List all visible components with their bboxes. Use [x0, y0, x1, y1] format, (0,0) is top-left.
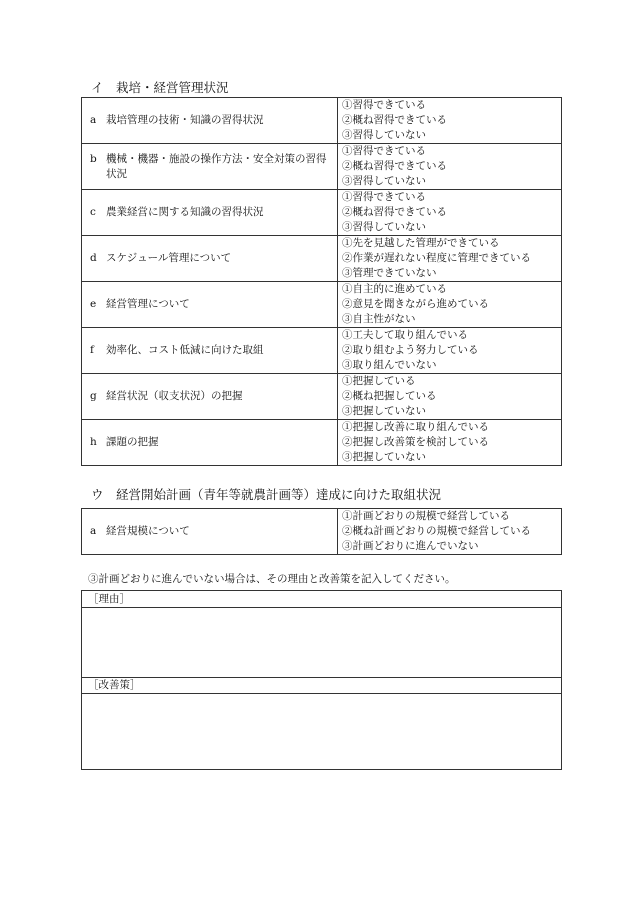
options-cell [338, 509, 562, 555]
option-choice[interactable]: ①把握し改善に取り組んでいる [342, 421, 489, 433]
table-row [82, 328, 562, 374]
options-cell [338, 328, 562, 374]
table-row [82, 282, 562, 328]
option-choice[interactable]: ③自主性がない [342, 313, 416, 325]
option-choice[interactable]: ②作業が遅れない程度に管理できている [342, 252, 531, 264]
option-choice[interactable]: ③計画どおりに進んでいない [342, 540, 479, 552]
table-row [82, 374, 562, 420]
option-choice[interactable]: ③習得していない [342, 175, 426, 187]
section-u-title: ウ 経営開始計画（青年等就農計画等）達成に向けた取組状況 [91, 487, 442, 502]
item-text: 課題の把握 [106, 436, 159, 448]
item-letter: d [90, 252, 97, 264]
item-cell [82, 144, 338, 190]
option-choice[interactable]: ②概ね計画どおりの規模で経営している [342, 525, 531, 537]
reason-field[interactable] [82, 608, 561, 677]
options-cell [338, 282, 562, 328]
item-cell [82, 374, 338, 420]
option-choice[interactable]: ③把握していない [342, 451, 426, 463]
item-cell [82, 190, 338, 236]
item-text: 経営規模について [106, 525, 190, 537]
options-cell [338, 190, 562, 236]
item-letter: a [90, 525, 97, 537]
options-cell [338, 420, 562, 466]
table-row [82, 190, 562, 236]
table-row [82, 98, 562, 144]
item-letter: g [90, 390, 97, 402]
item-letter: b [90, 152, 97, 165]
reason-improvement-box [81, 590, 562, 770]
section-divider [82, 677, 561, 678]
item-text: 栽培管理の技術・知識の習得状況 [106, 114, 264, 126]
item-cell [82, 328, 338, 374]
improvement-field[interactable] [82, 694, 561, 769]
option-choice[interactable]: ②概ね習得できている [342, 114, 447, 126]
item-letter: a [90, 114, 97, 126]
option-choice[interactable]: ①把握している [342, 375, 416, 387]
option-choice[interactable]: ③取り組んでいない [342, 359, 437, 371]
item-text: 経営管理について [106, 298, 190, 310]
item-letter: h [90, 436, 97, 448]
item-letter: f [90, 344, 94, 356]
item-text: 農業経営に関する知識の習得状況 [106, 206, 264, 218]
option-choice[interactable]: ①習得できている [342, 99, 426, 111]
options-cell [338, 236, 562, 282]
table-row [82, 420, 562, 466]
table-row [82, 144, 562, 190]
option-choice[interactable]: ③習得していない [342, 221, 426, 233]
option-choice[interactable]: ③管理できていない [342, 267, 437, 279]
option-choice[interactable]: ③習得していない [342, 129, 426, 141]
item-text: 機械・機器・施設の操作方法・安全対策の習得状況 [106, 152, 327, 180]
management-status-table [81, 97, 562, 466]
option-choice[interactable]: ②取り組むよう努力している [342, 344, 479, 356]
item-text: 効率化、コスト低減に向けた取組 [106, 344, 264, 356]
item-cell [82, 98, 338, 144]
item-cell [82, 282, 338, 328]
options-cell [338, 374, 562, 420]
option-choice[interactable]: ②概ね習得できている [342, 160, 447, 172]
item-cell [82, 236, 338, 282]
table-row [82, 236, 562, 282]
options-cell [338, 98, 562, 144]
reason-label: ［理由］ [88, 593, 130, 605]
option-choice[interactable]: ①計画どおりの規模で経営している [342, 510, 510, 522]
item-letter: e [90, 298, 97, 310]
item-cell [82, 420, 338, 466]
option-choice[interactable]: ②意見を聞きながら進めている [342, 298, 489, 310]
item-letter: c [90, 206, 96, 218]
option-choice[interactable]: ①工夫して取り組んでいる [342, 329, 468, 341]
options-cell [338, 144, 562, 190]
option-choice[interactable]: ①先を見越した管理ができている [342, 237, 500, 249]
option-choice[interactable]: ②概ね習得できている [342, 206, 447, 218]
item-cell [82, 509, 338, 555]
option-choice[interactable]: ①自主的に進めている [342, 283, 447, 295]
option-choice[interactable]: ②把握し改善策を検討している [342, 436, 489, 448]
option-choice[interactable]: ②概ね把握している [342, 390, 437, 402]
section-i-title: イ 栽培・経営管理状況 [91, 80, 229, 95]
item-text: スケジュール管理について [106, 252, 232, 264]
instruction-note: ③計画どおりに進んでいない場合は、その理由と改善策を記入してください。 [88, 573, 456, 585]
improvement-label: ［改善策］ [88, 679, 141, 691]
option-choice[interactable]: ①習得できている [342, 191, 426, 203]
option-choice[interactable]: ①習得できている [342, 145, 426, 157]
option-choice[interactable]: ③把握していない [342, 405, 426, 417]
plan-progress-table [81, 508, 562, 555]
table-row [82, 509, 562, 555]
item-text: 経営状況（収支状況）の把握 [106, 390, 243, 402]
